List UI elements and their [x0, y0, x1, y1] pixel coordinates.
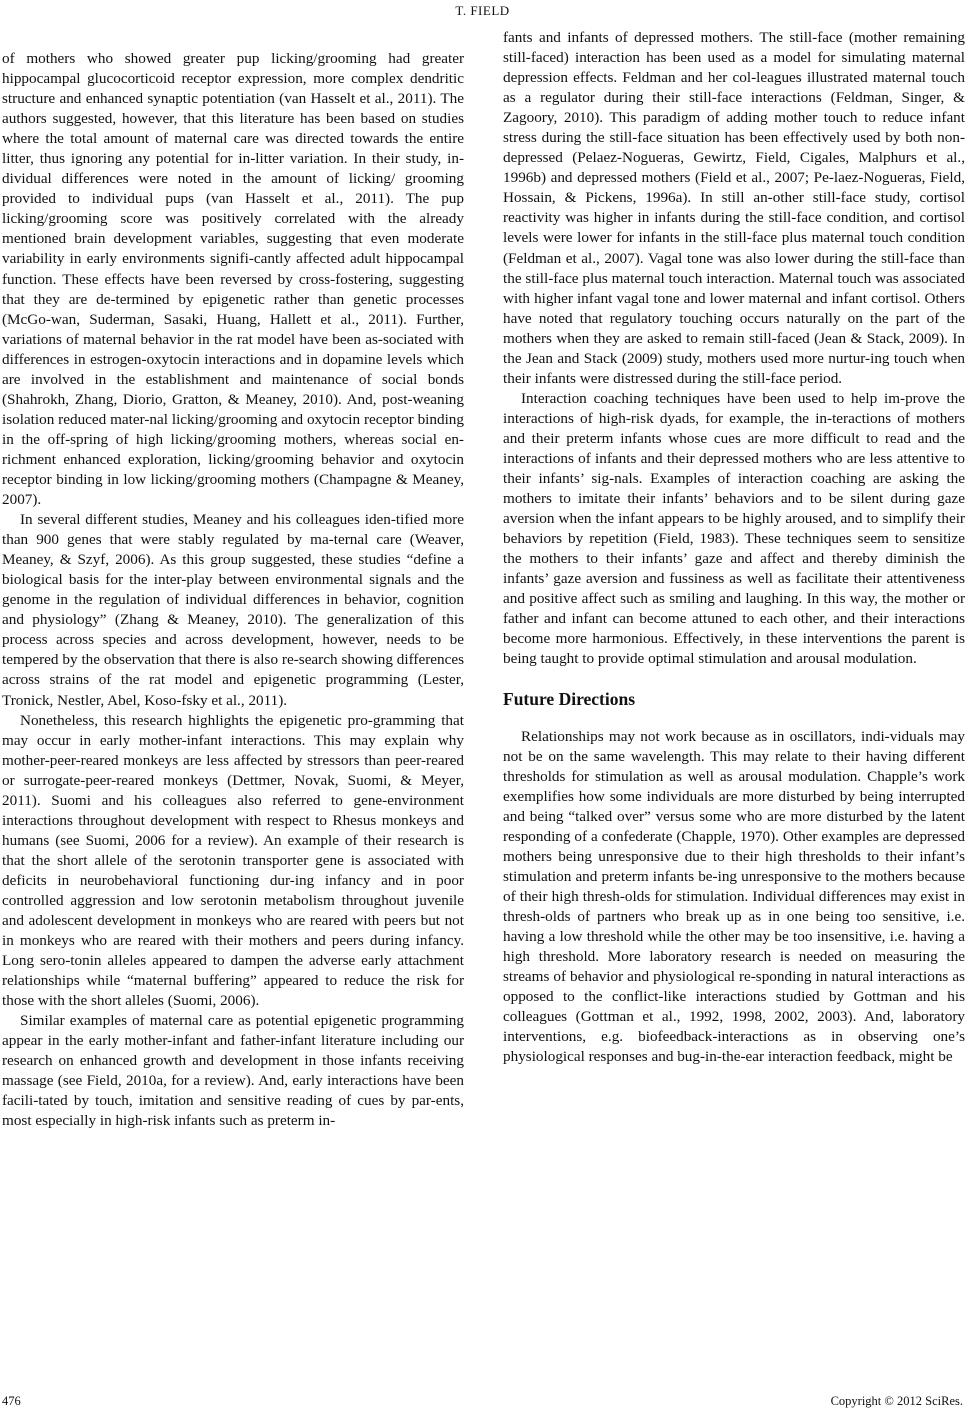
right-column: [503, 28, 965, 1067]
copyright-notice: Copyright © 2012 SciRes.: [830, 1394, 963, 1408]
section-heading: Future Directions: [503, 688, 636, 709]
left-column: [2, 49, 464, 1132]
paragraph: fants and infants of depressed mothers. The still-face (mother remaining still-faced) interaction has been used as a model for simulating maternal depression effects. Feldman and her col-leagues illustrated maternal touch as a regulator during their still-face interactions (Feldman, Singer, & Zagoory, 2010). This paradigm of adding mother touch to reduce infant stress during the still-face situation has been effectively used by both non-depressed (Pelaez-Nogueras, Gewirtz, Field, Cigales, Malphurs et al., 1996b) and depressed mothers (Field et al., 2007; Pe-laez-Nogueras, Field, Hossain, & Pickens, 1996a). In still an-other still-face study, cortisol reactivity was higher in infants during the still-face condition, and cortisol levels were lower for infants in the still-face plus maternal touch condition (Feldman et al., 2007). Vagal tone was also lower during the still-face than the still-face plus maternal touch interaction. Maternal touch was associated with higher infant vagal tone and lower maternal and infant cortisol. Others have noted that regulatory touching occurs naturally on the part of the mothers when they are asked to remain still-faced (Jean & Stack, 2009). In the Jean and Stack (2009) study, mothers used more nurtur-ing touch when their infants were distressed during the still-face period.: [503, 29, 965, 387]
paragraph: Relationships may not work because as in oscillators, indi-viduals may not be on the same wavelength. This may relate to their having different thresholds for stimulation as well as arousal modulation. Chapple’s work exemplifies how some individuals are more disturbed by being interrupted and being “talked over” versus some who are more disturbed by the latent responding of a confederate (Chapple, 1970). Other examples are depressed mothers being unresponsive due to their high thresholds to their infant’s stimulation and preterm infants be-ing unresponsive to the mothers because of their high thresh-olds for stimulation. Individual differences may exist in thresh-olds of partners who break up as in one being too sensitive, i.e. having a low threshold while the other may be too insensitive, i.e. having a high threshold. More laboratory research is needed on measuring the streams of behavior and physiological re-sponding in natural interactions as opposed to the conflict-like interactions studied by Gottman and his colleagues (Gottman et al., 1992, 1998, 2002, 2003). And, laboratory interventions, e.g. biofeedback-interactions as in observing one’s physiological responses and bug-in-the-ear interaction feedback, might be: [503, 727, 965, 1066]
paragraph: Similar examples of maternal care as potential epigenetic programming appear in the early mother-infant and father-infant literature including our research on enhanced growth and development in those infants receiving massage (see Field, 2010a, for a review). And, early interactions have been facili-tated by touch, imitation and sensitive reading of cues by par-ents, most especially in high-risk infants such as preterm in-: [2, 1012, 464, 1130]
paragraph: Nonetheless, this research highlights the epigenetic pro-gramming that may occur in early mother-infant interactions. This may explain why mother-peer-reared monkeys are less affected by stressors than peer-reared or surrogate-peer-reared monkeys (Dettmer, Novak, Suomi, & Meyer, 2011). Suomi and his colleagues also referred to gene-environment interactions throughout development with respect to Rhesus monkeys and humans (see Suomi, 2006 for a review). An example of their research is that the short allele of the serotonin transporter gene is associated with deficits in neurobehavioral functioning dur-ing infancy and in poor controlled aggression and low serotonin metabolism throughout juvenile and adolescent development in monkeys who are reared with peers but not in monkeys who are reared with their mothers and peers during infancy. Long sero-tonin alleles appeared to dampen the adverse early attachment relationships while “maternal buffering” appeared to reduce the risk for those with the short alleles (Suomi, 2006).: [2, 711, 464, 1010]
paragraph: of mothers who showed greater pup licking/grooming had greater hippocampal glucocorticoid receptor expression, more complex dendritic structure and enhanced synaptic potentiation (van Hasselt et al., 2011). The authors suggested, however, that this literature has been based on studies where the total amount of maternal care was directed towards the entire litter, thus ignoring any potential for in-litter variation. In their study, in-dividual differences were noted in the amount of licking/ grooming provided to individual pups (van Hasselt et al., 2011). The pup licking/grooming score was positively correlated with the already mentioned brain development variables, suggesting that even moderate variability in early environments signifi-cantly affected adult hippocampal function. These effects have been reversed by cross-fostering, suggesting that they are de-termined by epigenetic rather than genetic processes (McGo-wan, Suderman, Sasaki, Huang, Hallett et al., 2011). Further, variations of maternal behavior in the rat model have been as-sociated with differences in estrogen-oxytocin interactions and in dopamine levels which are involved in the establishment and maintenance of social bonds (Shahrokh, Zhang, Diorio, Gratton, & Meaney, 2010). And, post-weaning isolation reduced mater-nal licking/grooming and oxytocin receptor binding in the off-spring of high licking/grooming mothers, whereas social en-richment enhanced exploration, licking/grooming behavior and oxytocin receptor binding in low licking/grooming mothers (Champagne & Meaney, 2007).: [2, 50, 464, 509]
page-number: 476: [2, 1394, 21, 1408]
running-head: T. FIELD: [455, 3, 510, 18]
paragraph: In several different studies, Meaney and his colleagues iden-tified more than 900 genes that were stably regulated by ma-ternal care (Weaver, Meaney, & Szyf, 2006). As this group suggested, these studies “define a biological basis for the inter-play between environmental signals and the genome in the regulation of individual differences in behavior, cognition and physiology” (Zhang & Meaney, 2010). The generalization of this process across species and across development, however, needs to be tempered by the observation that there is also re-search showing differences across strains of the rat model and epigenetic programming (Lester, Tronick, Nestler, Abel, Koso-fsky et al., 2011).: [2, 511, 464, 709]
paragraph: Interaction coaching techniques have been used to help im-prove the interactions of high-risk dyads, for example, the in-teractions of mothers and their preterm infants whose cues are more difficult to read and the interactions of infants and their depressed mothers who are less attentive to their infants’ sig-nals. Examples of interaction coaching are asking the mothers to imitate their infants’ behaviors and to be silent during gaze aversion when the infant appears to be highly aroused, and to simplify their behaviors by repetition (Field, 1983). These techniques seem to sensitize the mothers to their infants’ gaze and affect and thereby diminish the infants’ gaze aversion and fussiness as well as facilitate their attentiveness and positive affect such as smiling and laughing. In this way, the mother or father and infant can become attuned to each other, and their interactions become more harmonious. Effectively, in these interventions the parent is being taught to provide optimal stimulation and arousal modulation.: [503, 389, 965, 668]
